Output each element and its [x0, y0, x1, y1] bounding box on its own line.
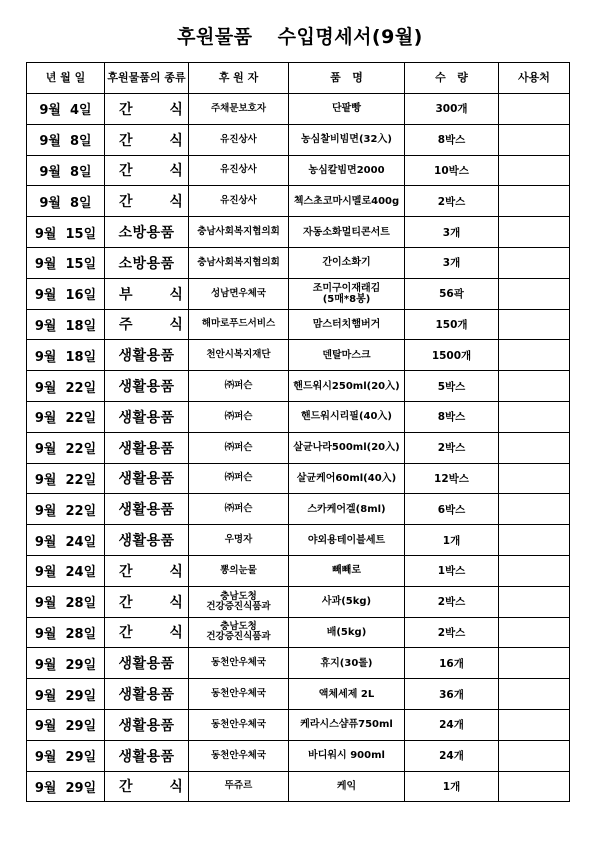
- header-item: 품 명: [289, 63, 405, 94]
- cell-date: 9월 29일: [27, 648, 105, 679]
- table-row: [27, 432, 570, 463]
- cell-item: 살균나라500ml(20入): [289, 432, 405, 463]
- table-row: [27, 217, 570, 248]
- cell-donor: 동천안우체국: [189, 648, 289, 679]
- cell-type: 생활용품: [105, 709, 189, 740]
- header-date: 년 월 일: [27, 63, 105, 94]
- donation-table: [26, 62, 570, 802]
- cell-use: [499, 709, 570, 740]
- cell-use: [499, 525, 570, 556]
- table-row: [27, 617, 570, 648]
- cell-date: 9월 4일: [27, 94, 105, 125]
- cell-qty: 2박스: [405, 186, 499, 217]
- cell-date: 9월 8일: [27, 155, 105, 186]
- table-row: [27, 771, 570, 802]
- cell-donor: 유진상사: [189, 155, 289, 186]
- cell-type: 생활용품: [105, 525, 189, 556]
- cell-type: 간 식: [105, 617, 189, 648]
- header-qty: 수 량: [405, 63, 499, 94]
- cell-donor: ㈜퍼슨: [189, 494, 289, 525]
- cell-type: 생활용품: [105, 494, 189, 525]
- cell-type: 생활용품: [105, 401, 189, 432]
- cell-type: 부 식: [105, 278, 189, 309]
- cell-use: [499, 679, 570, 710]
- cell-qty: 1개: [405, 771, 499, 802]
- cell-qty: 2박스: [405, 432, 499, 463]
- cell-use: [499, 555, 570, 586]
- cell-date: 9월 22일: [27, 401, 105, 432]
- cell-donor: ㈜퍼슨: [189, 401, 289, 432]
- cell-item: 배(5kg): [289, 617, 405, 648]
- cell-item: 농심칼빔면2000: [289, 155, 405, 186]
- cell-qty: 1500개: [405, 340, 499, 371]
- cell-use: [499, 155, 570, 186]
- cell-item: 액체세제 2L: [289, 679, 405, 710]
- cell-date: 9월 8일: [27, 186, 105, 217]
- cell-item: 스카케어겔(8ml): [289, 494, 405, 525]
- cell-item: 휴지(30롤): [289, 648, 405, 679]
- cell-qty: 3개: [405, 217, 499, 248]
- cell-type: 소방용품: [105, 217, 189, 248]
- cell-date: 9월 24일: [27, 555, 105, 586]
- cell-date: 9월 22일: [27, 432, 105, 463]
- cell-donor: 뚜쥬르: [189, 771, 289, 802]
- table-row: [27, 525, 570, 556]
- cell-item: 자동소화멀티콘서트: [289, 217, 405, 248]
- cell-type: 생활용품: [105, 679, 189, 710]
- table-row: [27, 740, 570, 771]
- cell-use: [499, 740, 570, 771]
- cell-donor: 충남사회복지협의회: [189, 247, 289, 278]
- cell-type: 간 식: [105, 555, 189, 586]
- cell-item: 단팥빵: [289, 94, 405, 125]
- cell-donor: 천안시복지재단: [189, 340, 289, 371]
- cell-type: 생활용품: [105, 648, 189, 679]
- cell-type: 간 식: [105, 186, 189, 217]
- cell-date: 9월 16일: [27, 278, 105, 309]
- cell-item: 핸드워시250ml(20入): [289, 371, 405, 402]
- cell-qty: 24개: [405, 740, 499, 771]
- cell-qty: 5박스: [405, 371, 499, 402]
- cell-item: 케익: [289, 771, 405, 802]
- cell-type: 간 식: [105, 771, 189, 802]
- table-row: [27, 340, 570, 371]
- table-row: [27, 555, 570, 586]
- cell-item: 케라시스샴퓨750ml: [289, 709, 405, 740]
- cell-date: 9월 18일: [27, 340, 105, 371]
- cell-item: 첵스초코마시멜로400g: [289, 186, 405, 217]
- cell-date: 9월 8일: [27, 124, 105, 155]
- table-row: [27, 648, 570, 679]
- cell-date: 9월 28일: [27, 617, 105, 648]
- cell-type: 간 식: [105, 94, 189, 125]
- cell-qty: 24개: [405, 709, 499, 740]
- cell-donor: ㈜퍼슨: [189, 371, 289, 402]
- cell-qty: 2박스: [405, 617, 499, 648]
- cell-use: [499, 309, 570, 340]
- cell-item: 사과(5kg): [289, 586, 405, 617]
- header-type: 후원물품의 종류: [105, 63, 189, 94]
- cell-qty: 2박스: [405, 586, 499, 617]
- cell-type: 생활용품: [105, 371, 189, 402]
- cell-type: 주 식: [105, 309, 189, 340]
- cell-use: [499, 278, 570, 309]
- cell-donor: 해마로푸드서비스: [189, 309, 289, 340]
- cell-use: [499, 247, 570, 278]
- cell-donor: 성남면우체국: [189, 278, 289, 309]
- cell-qty: 16개: [405, 648, 499, 679]
- cell-type: 간 식: [105, 155, 189, 186]
- cell-use: [499, 124, 570, 155]
- cell-donor: 동천안우체국: [189, 740, 289, 771]
- cell-type: 간 식: [105, 586, 189, 617]
- cell-use: [499, 494, 570, 525]
- cell-date: 9월 15일: [27, 217, 105, 248]
- cell-date: 9월 24일: [27, 525, 105, 556]
- cell-item: 야외용테이블세트: [289, 525, 405, 556]
- cell-use: [499, 186, 570, 217]
- cell-item: 덴탈마스크: [289, 340, 405, 371]
- cell-type: 생활용품: [105, 340, 189, 371]
- cell-item: 맘스터치햄버거: [289, 309, 405, 340]
- cell-item: 간이소화기: [289, 247, 405, 278]
- table-row: [27, 186, 570, 217]
- table-row: [27, 494, 570, 525]
- cell-date: 9월 29일: [27, 679, 105, 710]
- cell-qty: 6박스: [405, 494, 499, 525]
- header-donor: 후 원 자: [189, 63, 289, 94]
- cell-use: [499, 771, 570, 802]
- cell-use: [499, 586, 570, 617]
- cell-qty: 1개: [405, 525, 499, 556]
- table-row: [27, 278, 570, 309]
- cell-date: 9월 22일: [27, 463, 105, 494]
- table-header-row: [27, 63, 570, 94]
- cell-use: [499, 463, 570, 494]
- cell-date: 9월 18일: [27, 309, 105, 340]
- cell-use: [499, 648, 570, 679]
- cell-donor: 충남사회복지협의회: [189, 217, 289, 248]
- cell-item: 농심찰비빔면(32入): [289, 124, 405, 155]
- cell-donor: 충남도청 건강증진식품과: [189, 586, 289, 617]
- cell-donor: 동천안우체국: [189, 679, 289, 710]
- cell-donor: 뽕의눈물: [189, 555, 289, 586]
- cell-qty: 1박스: [405, 555, 499, 586]
- cell-item: 살균케어60ml(40入): [289, 463, 405, 494]
- cell-donor: 유진상사: [189, 124, 289, 155]
- table-row: [27, 371, 570, 402]
- page-title: 후원물품 수입명세서(9월): [177, 26, 423, 48]
- cell-qty: 3개: [405, 247, 499, 278]
- cell-donor: 충남도청 건강증진식품과: [189, 617, 289, 648]
- cell-item: 핸드워시리필(40入): [289, 401, 405, 432]
- cell-type: 생활용품: [105, 432, 189, 463]
- cell-use: [499, 340, 570, 371]
- cell-type: 소방용품: [105, 247, 189, 278]
- cell-date: 9월 15일: [27, 247, 105, 278]
- header-use: 사용처: [499, 63, 570, 94]
- cell-qty: 150개: [405, 309, 499, 340]
- cell-use: [499, 94, 570, 125]
- cell-date: 9월 22일: [27, 494, 105, 525]
- table-row: [27, 247, 570, 278]
- cell-qty: 8박스: [405, 401, 499, 432]
- cell-use: [499, 432, 570, 463]
- cell-date: 9월 28일: [27, 586, 105, 617]
- table-row: [27, 401, 570, 432]
- cell-donor: 주채문보호자: [189, 94, 289, 125]
- cell-use: [499, 617, 570, 648]
- cell-donor: 유진상사: [189, 186, 289, 217]
- table-row: [27, 94, 570, 125]
- cell-use: [499, 371, 570, 402]
- cell-item: 조미구이재래김 (5매*8봉): [289, 278, 405, 309]
- cell-date: 9월 29일: [27, 771, 105, 802]
- cell-qty: 10박스: [405, 155, 499, 186]
- cell-item: 빼빼로: [289, 555, 405, 586]
- cell-donor: 우명자: [189, 525, 289, 556]
- cell-qty: 8박스: [405, 124, 499, 155]
- cell-type: 생활용품: [105, 463, 189, 494]
- cell-use: [499, 217, 570, 248]
- table-row: [27, 124, 570, 155]
- cell-date: 9월 29일: [27, 740, 105, 771]
- cell-qty: 36개: [405, 679, 499, 710]
- cell-date: 9월 29일: [27, 709, 105, 740]
- cell-qty: 12박스: [405, 463, 499, 494]
- cell-item: 바디워시 900ml: [289, 740, 405, 771]
- cell-type: 생활용품: [105, 740, 189, 771]
- cell-date: 9월 22일: [27, 371, 105, 402]
- cell-type: 간 식: [105, 124, 189, 155]
- table-row: [27, 679, 570, 710]
- cell-use: [499, 401, 570, 432]
- cell-donor: 동천안우체국: [189, 709, 289, 740]
- table-row: [27, 155, 570, 186]
- table-row: [27, 586, 570, 617]
- table-row: [27, 709, 570, 740]
- cell-qty: 56곽: [405, 278, 499, 309]
- table-row: [27, 309, 570, 340]
- cell-qty: 300개: [405, 94, 499, 125]
- cell-donor: ㈜퍼슨: [189, 432, 289, 463]
- cell-donor: ㈜퍼슨: [189, 463, 289, 494]
- table-row: [27, 463, 570, 494]
